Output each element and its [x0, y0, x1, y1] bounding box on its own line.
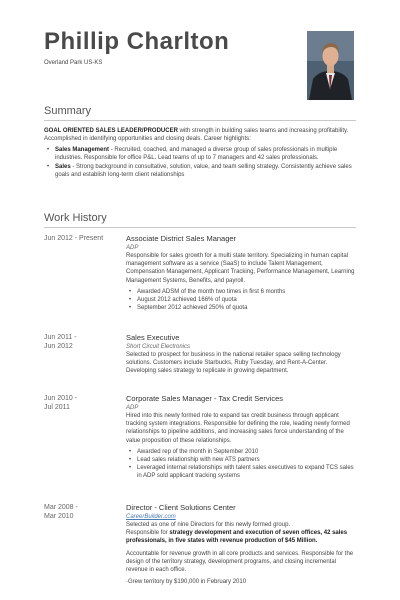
bullet-icon: •: [129, 465, 132, 472]
candidate-name: Phillip Charlton: [44, 28, 230, 55]
summary-item-label: Sales: [55, 163, 71, 170]
summary-list: [44, 146, 356, 180]
summary-item-text: - Strong background in consultative, solution, value, and team selling strategy. Consistently achieve sales goals and establish long-term client relationships: [55, 163, 352, 179]
job-achievement: • Lead sales relationship with new ATS partners: [129, 457, 260, 464]
bullet-icon: •: [47, 163, 50, 170]
job-description: Hired into this newly formed role to expand tax credit business through applicant tracking system integrations. Responsible for defining the role, leading newly formed relationships to pipeline additions, and increasing sales force understanding of the value proposition of these relationships.: [126, 413, 350, 444]
job-dates: Jun 2010 - Jul 2011: [44, 395, 78, 411]
job-achievement: • August 2012 achieved 166% of quota: [129, 297, 237, 304]
bullet-icon: •: [129, 305, 132, 312]
job-achievements: [126, 288, 358, 313]
job-title: Corporate Sales Manager - Tax Credit Services: [126, 394, 284, 403]
job-body: [126, 234, 358, 312]
job-achievement: • Awarded ADSM of the month two times in first 6 months: [129, 288, 286, 295]
summary-item-label: Sales Management: [55, 146, 110, 153]
summary-lead-bold: GOAL ORIENTED SALES LEADER/PRODUCER: [44, 128, 178, 134]
job-achievement: • Awarded rep of the month in September 2010: [129, 448, 259, 455]
job-company: ADP: [126, 405, 139, 411]
bullet-icon: •: [129, 448, 132, 455]
job-body: [126, 503, 358, 586]
job-dates: Jun 2011 - Jun 2012: [44, 334, 77, 350]
summary-lead-text: with strength in building sales teams and increasing profitability. Accomplished in identifying opportunities and closing deals. Career highlights:: [44, 128, 349, 143]
job-company: Short Circuit Electronics: [126, 344, 191, 350]
job-description: ·Grew territory by $190,000 in February 2010: [126, 579, 247, 586]
bullet-icon: •: [129, 297, 132, 304]
summary-heading: Summary: [44, 105, 92, 117]
job-achievement: • September 2012 achieved 250% of quota: [129, 305, 248, 312]
summary-item-text: - Recruited, coached, and managed a diverse group of sales professionals in multiple industries. Responsible for office P&L. Lead teams of up to 7 managers and 42 sales professionals.: [55, 146, 338, 162]
profile-photo: [307, 31, 354, 100]
job-description: Selected to prospect for business in the national retailer space selling technology solutions. Customers include Starbucks, Ruby Tuesday, and Rent-A-Center. Developing sales strategy to replicate in growing department.: [126, 352, 341, 375]
job-dates: Jun 2012 - Present: [44, 235, 104, 242]
bullet-icon: •: [129, 288, 132, 295]
job-title: Sales Executive: [126, 333, 180, 342]
portrait-image: [307, 31, 354, 100]
job-description: Responsible for strategy development and execution of seven offices, 42 sales professionals, in five states with revenue production of $45 Million.: [126, 530, 348, 545]
job-company: ADP: [126, 245, 139, 251]
job-description: Selected as one of nine Directors for this newly formed group.: [126, 522, 291, 528]
job-dates: Mar 2008 - Mar 2010: [44, 504, 78, 520]
candidate-location: Overland Park US-KS: [44, 60, 103, 66]
bullet-icon: •: [129, 457, 132, 464]
work-history-divider: [44, 227, 356, 228]
job-description: Responsible for sales growth for a multi state territory. Specializing in human capital management software as a service (SaaS) to include Talent Management, Compensation Management, Applicant Tracking, Performance Management, Learning Management Systems, Benefits, and payroll.: [126, 253, 355, 284]
job-body: [126, 394, 358, 481]
job-achievements: [126, 448, 358, 481]
summary-item: [44, 146, 356, 163]
job-body: [126, 333, 358, 376]
job-title: Director - Client Solutions Center: [126, 503, 236, 512]
job-company-link[interactable]: CareerBuilder.com: [126, 514, 176, 520]
job-description: Accountable for revenue growth in all core products and services. Responsible for the design of the territory strategy, development programs, and closing incremental revenue in each office.: [126, 550, 354, 574]
bullet-icon: •: [47, 146, 50, 153]
job-title: Associate District Sales Manager: [126, 234, 237, 243]
job-achievement: • Leveraged internal relationships with talent sales executives to expand TCS sales in ADP sold applicant tracking systems: [129, 465, 354, 480]
summary-intro: [44, 127, 356, 144]
resume-header: [44, 28, 304, 66]
summary-section: [44, 127, 356, 179]
summary-divider: [44, 120, 356, 121]
work-history-heading: Work History: [44, 212, 107, 224]
summary-item: [44, 163, 356, 180]
